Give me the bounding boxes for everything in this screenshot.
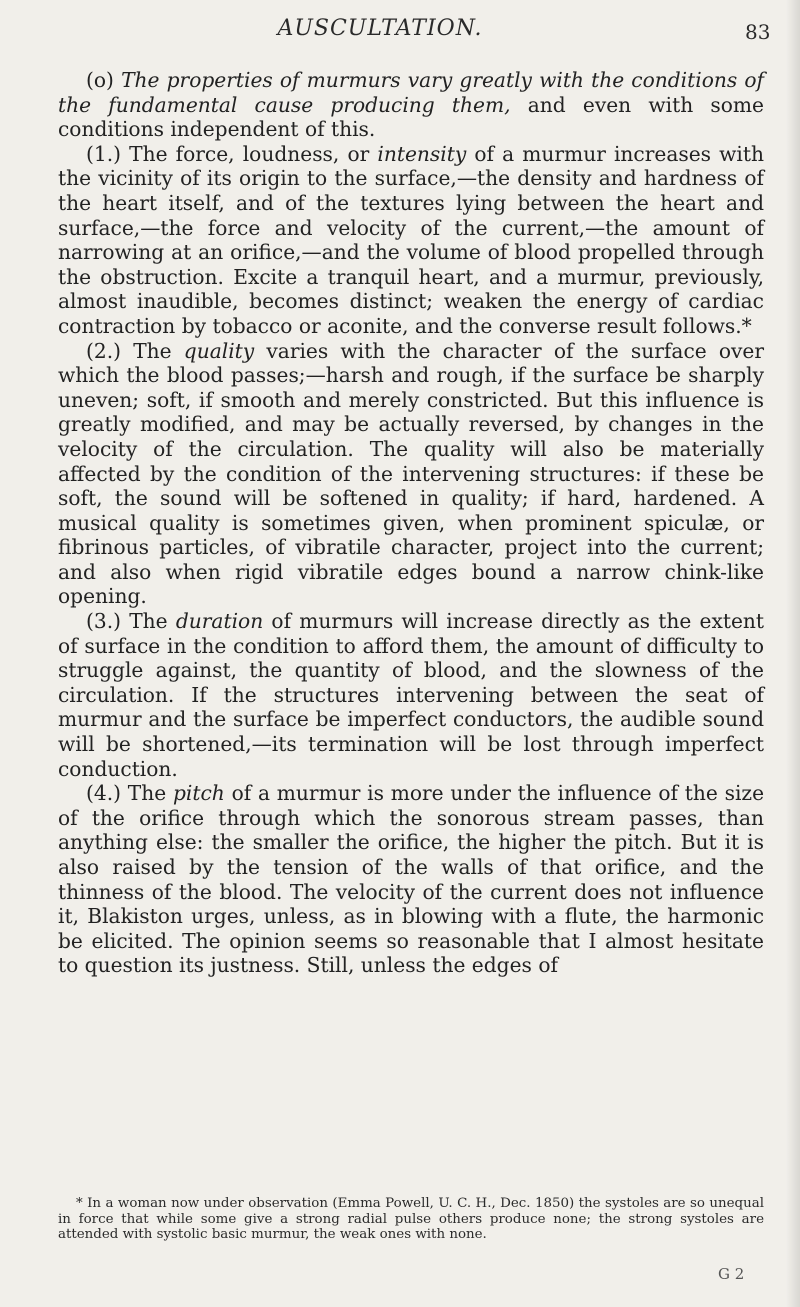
term-duration: duration [175, 609, 264, 634]
paragraph-text: and even with some conditions independent of this. [58, 92, 765, 142]
spine-shadow [786, 0, 800, 1307]
paragraph-intensity [58, 142, 764, 339]
paragraph-text: of a murmur is more under the influence of the size of the orifice through which the sonorous stream passes, than anything else: the smaller the orifice, the higher the pitch. But it is also raised by the tension of the walls of that orifice, and the thinness of the blood. The velocity of the current does not influence it, Blakiston urges, unless, as in blowing with a flute, the harmonic be elicited. The opinion seems so reasonable that I almost hesitate to question its justness. Still, unless the edges of [58, 781, 765, 978]
term-intensity: intensity [377, 141, 467, 166]
paragraph-text: of murmurs will increase directly as the extent of surface in the condition to afford them, the amount of difficulty to struggle against, the quantity of blood, and the slowness of the circulation. If the structures intervening between the seat of murmur and the surface be imperfect conductors, the audible sound will be shortened,—its termination will be lost through imperfect conduction. [58, 609, 765, 781]
term-quality: quality [183, 338, 255, 363]
signature-mark: G 2 [718, 1265, 745, 1283]
paragraph-text: of a murmur increases with the vicinity of its origin to the surface,—the density and hardness of the heart itself, and of the textures lying between the heart and surface,—the force and velocity of the current,—the amount of narrowing at an orifice,—and the volume of blood propelled through the obstruction. Excite a tranquil heart, and a murmur, previously, almost inaudible, becomes distinct; weaken the energy of cardiac contraction by tobacco or aconite, and the converse result follows.* [58, 141, 765, 338]
paragraph-lead: (2.) The [86, 338, 172, 363]
paragraph-heading: The properties of murmurs vary greatly with the conditions of the fundamental cause producing them, [58, 68, 764, 117]
paragraph-pitch [58, 781, 764, 978]
paragraph-text: varies with the character of the surface over which the blood passes;—harsh and rough, if the surface be sharply uneven; soft, if smooth and merely constricted. But this influence is greatly modified, and may be actually reversed, by changes in the velocity of the circulation. The quality will also be materially affected by the condition of the intervening structures: if these be soft, the sound will be softened in quality; if hard, hardened. A musical quality is sometimes given, when prominent spiculæ, or fibrinous particles, of vibratile character, project into the current; and also when rigid vibratile edges bound a narrow chink-like opening. [58, 338, 765, 609]
paragraph-quality [58, 339, 764, 610]
body-text [58, 68, 764, 978]
paragraph-lead: (4.) The [86, 781, 167, 806]
paragraph-properties [58, 68, 764, 142]
footnote [58, 1196, 764, 1243]
paragraph-duration [58, 609, 764, 781]
running-title: AUSCULTATION. [277, 16, 483, 41]
paragraph-lead: (1.) The force, loudness, or [86, 141, 370, 166]
footnote-text: * In a woman now under observation (Emma Powell, U. C. H., Dec. 1850) the systoles are so unequal in force that while some give a strong radial pulse others produce none; the strong systoles are attended with systolic basic murmur, the weak ones with none. [58, 1196, 764, 1243]
page-number: 83 [745, 20, 771, 44]
term-pitch: pitch [172, 781, 225, 806]
paragraph-label: (o) [86, 68, 114, 92]
paragraph-lead: (3.) The [86, 609, 168, 634]
running-head [0, 16, 800, 56]
